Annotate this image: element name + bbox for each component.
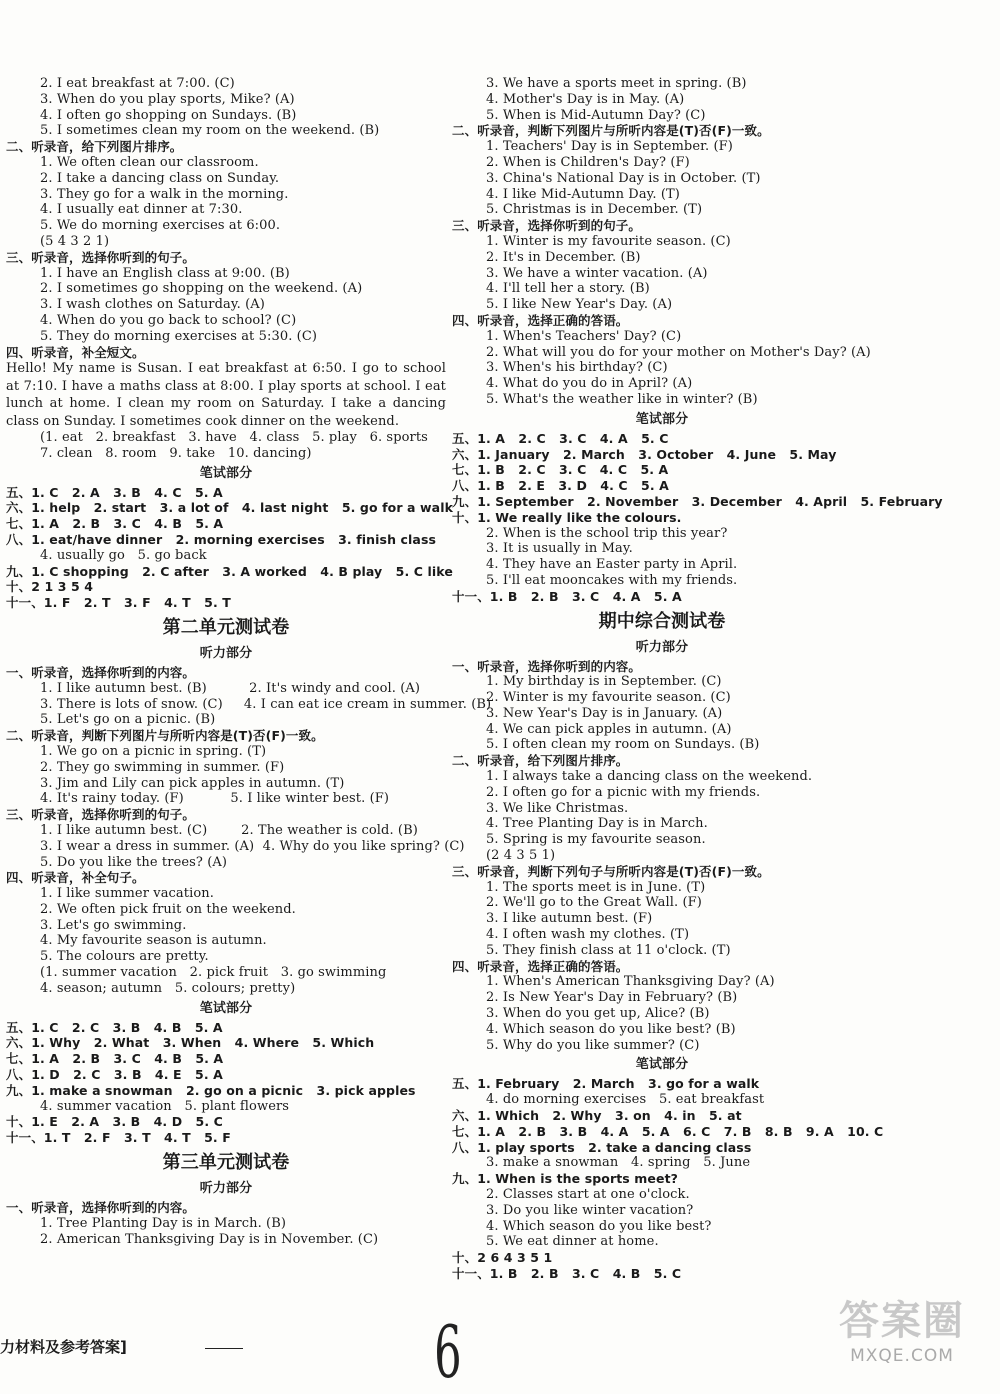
- footer-text: 力材料及参考答案]: [0, 1338, 127, 1356]
- answer-line: 4. summer vacation 5. plant flowers: [40, 1098, 290, 1114]
- answer-line: 2. When is the school trip this year?: [486, 525, 728, 541]
- question-line: 十一、1. F 2. T 3. F 4. T 5. T: [6, 595, 231, 611]
- question-line: 七、1. A 2. B 3. C 4. B 5. A: [6, 516, 224, 532]
- question-line: 八、1. eat/have dinner 2. morning exercises 3. finish class: [6, 531, 437, 547]
- answer-line: 1. The sports meet is in June. (T): [486, 879, 706, 895]
- question-line: 十、1. E 2. A 3. B 4. D 5. C: [6, 1114, 223, 1130]
- answer-line: 2. Classes start at one o'clock.: [486, 1187, 690, 1202]
- answer-line: 1. I have an English class at 9:00. (B): [40, 265, 290, 281]
- left-column: [6, 76, 492, 1247]
- question-line: 九、1. C shopping 2. C after 3. A worked 4. B play 5. C like: [6, 563, 453, 579]
- question-line: 二、听录音，判断下列图片与所听内容是(T)否(F)一致。: [452, 123, 770, 139]
- question-line: 八、1. D 2. C 3. B 4. E 5. A: [6, 1067, 223, 1083]
- answer-line: 3. We have a winter vacation. (A): [486, 265, 708, 281]
- question-line: 十、2 1 3 5 4: [6, 579, 93, 595]
- watermark-logo: [812, 1296, 992, 1376]
- answer-line: 2. I eat breakfast at 7:00. (C): [40, 76, 235, 91]
- question-line: 三、听录音，选择你听到的句子。: [452, 218, 642, 234]
- question-line: 九、1. make a snowman 2. go on a picnic 3. pick apples: [6, 1082, 416, 1098]
- answer-line: 1. I always take a dancing class on the weekend.: [486, 769, 813, 785]
- subsection-heading: 听力部分: [635, 639, 689, 655]
- question-line: 九、1. September 2. November 3. December 4. April 5. February: [452, 493, 943, 509]
- answer-line: 3. We like Christmas.: [486, 800, 629, 816]
- question-line: 十、2 6 4 3 5 1: [452, 1250, 553, 1266]
- answer-line: Hello! My name is Susan. I eat breakfast at 6:50. I go to school at 7:10. I have a maths class at 8:00. I play sports at school. I eat lunch at home. I clean my room on Saturday. I take a dancing class on Sunday. I sometimes cook dinner on the weekend.: [6, 361, 446, 429]
- answer-line: 1. I like autumn best. (B) 2. It's windy and cool. (A): [40, 680, 421, 696]
- answer-line: 2. American Thanksgiving Day is in November. (C): [40, 1231, 379, 1247]
- answer-line: 3. They go for a walk in the morning.: [40, 186, 289, 202]
- question-line: 四、听录音，补全句子。: [6, 870, 145, 886]
- question-line: 十一、1. B 2. B 3. C 4. A 5. A: [452, 588, 682, 604]
- answer-line: 4. My favourite season is autumn.: [40, 933, 267, 949]
- answer-line: 2. When is Children's Day? (F): [486, 154, 690, 170]
- answer-line: 5. They do morning exercises at 5:30. (C): [40, 328, 318, 344]
- answer-line: 1. I like summer vacation.: [40, 886, 214, 902]
- answer-line: 7. clean 8. room 9. take 10. dancing): [40, 445, 312, 461]
- answer-line: 5. Do you like the trees? (A): [40, 854, 228, 870]
- answer-line: 3. I wash clothes on Saturday. (A): [40, 297, 265, 313]
- answer-line: 2. We'll go to the Great Wall. (F): [486, 895, 702, 911]
- answer-line: 3. When do you play sports, Mike? (A): [40, 91, 295, 107]
- answer-line: 2. What will you do for your mother on Mother's Day? (A): [486, 344, 871, 360]
- answer-line: 5. Christmas is in December. (T): [486, 202, 703, 218]
- answer-line: 2. We often pick fruit on the weekend.: [40, 901, 296, 917]
- question-line: 九、1. When is the sports meet?: [452, 1171, 679, 1187]
- answer-line: 5. I'll eat mooncakes with my friends.: [486, 572, 738, 588]
- answer-line: 3. make a snowman 4. spring 5. June: [486, 1155, 751, 1171]
- answer-line: (5 4 3 2 1): [40, 233, 110, 249]
- subsection-heading: 笔试部分: [635, 411, 689, 427]
- question-line: 七、1. A 2. B 3. B 4. A 5. A 6. C 7. B 8. B 9. A 10. C: [452, 1123, 884, 1139]
- question-line: 五、1. A 2. C 3. C 4. A 5. C: [452, 430, 669, 446]
- question-line: 二、听录音，给下列图片排序。: [452, 753, 629, 769]
- answer-line: 5. I often clean my room on Sundays. (B): [486, 737, 760, 753]
- answer-line: 1. Teachers' Day is in September. (F): [486, 139, 733, 155]
- answer-line: 2. Winter is my favourite season. (C): [486, 690, 731, 706]
- answer-line: 5. I sometimes clean my room on the weekend. (B): [40, 123, 380, 139]
- answer-line: 4. Which season do you like best?: [486, 1218, 712, 1234]
- question-line: 一、听录音，选择你听到的内容。: [6, 664, 196, 680]
- answer-line: 4. do morning exercises 5. eat breakfast: [486, 1092, 765, 1108]
- answer-line: 1. We go on a picnic in spring. (T): [40, 743, 267, 759]
- answer-line: 3. Jim and Lily can pick apples in autumn. (T): [40, 775, 345, 791]
- subsection-heading: 笔试部分: [199, 465, 253, 481]
- answer-line: (1. eat 2. breakfast 3. have 4. class 5. play 6. sports: [40, 429, 428, 445]
- answer-line: 2. It's in December. (B): [486, 249, 641, 265]
- answer-line: 5. We do morning exercises at 6:00.: [40, 218, 281, 234]
- answer-line: 1. I like autumn best. (C) 2. The weather is cold. (B): [40, 822, 418, 838]
- question-line: 一、听录音，选择你听到的内容。: [452, 658, 642, 674]
- answer-line: 2. Is New Year's Day in February? (B): [486, 990, 738, 1006]
- answer-line: 1. When's American Thanksgiving Day? (A): [486, 974, 775, 990]
- answer-line: 3. There is lots of snow. (C) 4. I can eat ice cream in summer. (B): [40, 696, 492, 712]
- answer-line: 5. Why do you like summer? (C): [486, 1037, 700, 1053]
- watermark-url: MXQE.COM: [850, 1346, 954, 1366]
- answer-line: 5. I like New Year's Day. (A): [486, 297, 673, 313]
- answer-line: 5. Let's go on a picnic. (B): [40, 712, 216, 728]
- answer-line: 3. It is usually in May.: [486, 541, 633, 557]
- section-title: 第三单元测试卷: [162, 1152, 290, 1174]
- question-line: 六、1. Which 2. Why 3. on 4. in 5. at: [452, 1108, 742, 1124]
- question-line: 八、1. B 2. E 3. D 4. C 5. A: [452, 478, 669, 494]
- answer-line: 3. We have a sports meet in spring. (B): [486, 76, 747, 91]
- right-column: [452, 76, 943, 1282]
- question-line: 七、1. A 2. B 3. C 4. B 5. A: [6, 1051, 224, 1067]
- watermark-main: 答案圈: [839, 1298, 965, 1344]
- answer-line: 3. I like autumn best. (F): [486, 911, 653, 927]
- answer-line: 3. China's National Day is in October. (T): [486, 170, 761, 186]
- footer-rule: [205, 1348, 243, 1349]
- answer-line: 4. When do you go back to school? (C): [40, 312, 297, 328]
- answer-line: 4. Mother's Day is in May. (A): [486, 91, 685, 107]
- question-line: 六、1. Why 2. What 3. When 4. Where 5. Which: [6, 1035, 375, 1051]
- answer-line: 4. I often wash my clothes. (T): [486, 927, 690, 943]
- question-line: 十、1. We really like the colours.: [452, 509, 682, 525]
- question-line: 三、听录音，选择你听到的句子。: [6, 249, 196, 265]
- question-line: 五、1. C 2. A 3. B 4. C 5. A: [6, 484, 223, 500]
- answer-line: 3. Do you like winter vacation?: [486, 1202, 694, 1218]
- answer-line: 5. What's the weather like in winter? (B): [486, 391, 758, 407]
- answer-line: 2. I often go for a picnic with my friends.: [486, 784, 761, 800]
- question-line: 二、听录音，判断下列图片与所听内容是(T)否(F)一致。: [6, 728, 324, 744]
- answer-line: 1. My birthday is in September. (C): [486, 674, 722, 690]
- answer-line: 4. We can pick apples in autumn. (A): [486, 721, 732, 737]
- answer-line: 4. I like Mid-Autumn Day. (T): [486, 186, 680, 202]
- page-number: 6: [434, 1310, 462, 1394]
- question-line: 三、听录音，选择你听到的句子。: [6, 807, 196, 823]
- answer-line: 4. They have an Easter party in April.: [486, 557, 738, 573]
- subsection-heading: 笔试部分: [199, 1000, 253, 1016]
- answer-line: 5. When is Mid-Autumn Day? (C): [486, 107, 706, 123]
- answer-line: 4. season; autumn 5. colours; pretty): [40, 980, 296, 996]
- answer-line: 3. Let's go swimming.: [40, 917, 187, 933]
- subsection-heading: 听力部分: [199, 645, 253, 661]
- section-title: 第二单元测试卷: [162, 616, 290, 638]
- question-line: 四、听录音，补全短文。: [6, 344, 145, 360]
- question-line: 二、听录音，给下列图片排序。: [6, 139, 183, 155]
- question-line: 五、1. February 2. March 3. go for a walk: [452, 1076, 760, 1092]
- question-line: 四、听录音，选择正确的答语。: [452, 958, 629, 974]
- answer-line: (1. summer vacation 2. pick fruit 3. go swimming: [40, 965, 387, 981]
- question-line: 十一、1. T 2. F 3. T 4. T 5. F: [6, 1130, 231, 1146]
- answer-line: 3. New Year's Day is in January. (A): [486, 705, 723, 721]
- question-line: 四、听录音，选择正确的答语。: [452, 312, 629, 328]
- subsection-heading: 听力部分: [199, 1181, 253, 1197]
- question-line: 八、1. play sports 2. take a dancing class: [452, 1139, 752, 1155]
- question-line: 七、1. B 2. C 3. C 4. C 5. A: [452, 462, 669, 478]
- answer-line: 4. I often go shopping on Sundays. (B): [40, 107, 297, 123]
- answer-line: 4. Tree Planting Day is in March.: [486, 816, 708, 832]
- answer-line: 4. usually go 5. go back: [40, 547, 207, 563]
- question-line: 一、听录音，选择你听到的内容。: [6, 1200, 196, 1216]
- answer-line: 2. They go swimming in summer. (F): [40, 759, 285, 775]
- answer-line: 5. We eat dinner at home.: [486, 1234, 659, 1250]
- answer-line: 4. What do you do in April? (A): [486, 376, 693, 392]
- section-title: 期中综合测试卷: [598, 610, 726, 632]
- answer-line: 4. It's rainy today. (F) 5. I like winter best. (F): [40, 791, 390, 807]
- question-line: 三、听录音，判断下列句子与所听内容是(T)否(F)一致。: [452, 863, 770, 879]
- subsection-heading: 笔试部分: [635, 1057, 689, 1073]
- answer-line: 2. I sometimes go shopping on the weekend. (A): [40, 281, 363, 297]
- answer-line: 1. When's Teachers' Day? (C): [486, 328, 682, 344]
- question-line: 六、1. help 2. start 3. a lot of 4. last night 5. go for a walk: [6, 500, 454, 516]
- answer-line: 5. They finish class at 11 o'clock. (T): [486, 942, 731, 958]
- answer-line: 4. Which season do you like best? (B): [486, 1021, 736, 1037]
- answer-line: 1. We often clean our classroom.: [40, 154, 259, 170]
- answer-line: 3. When's his birthday? (C): [486, 360, 668, 376]
- question-line: 六、1. January 2. March 3. October 4. June 5. May: [452, 446, 837, 462]
- answer-line: 4. I usually eat dinner at 7:30.: [40, 202, 243, 218]
- question-line: 十一、1. B 2. B 3. C 4. B 5. C: [452, 1265, 682, 1281]
- question-line: 五、1. C 2. C 3. B 4. B 5. A: [6, 1019, 223, 1035]
- answer-line: 5. The colours are pretty.: [40, 949, 209, 965]
- answer-line: (2 4 3 5 1): [486, 848, 556, 864]
- answer-line: 3. When do you get up, Alice? (B): [486, 1006, 710, 1022]
- answer-line: 2. I take a dancing class on Sunday.: [40, 170, 280, 186]
- answer-line: 1. Tree Planting Day is in March. (B): [40, 1215, 287, 1231]
- answer-line: 1. Winter is my favourite season. (C): [486, 233, 731, 249]
- answer-line: 4. I'll tell her a story. (B): [486, 281, 650, 297]
- answer-line: 3. I wear a dress in summer. (A) 4. Why do you like spring? (C): [40, 838, 465, 854]
- answer-line: 5. Spring is my favourite season.: [486, 832, 706, 848]
